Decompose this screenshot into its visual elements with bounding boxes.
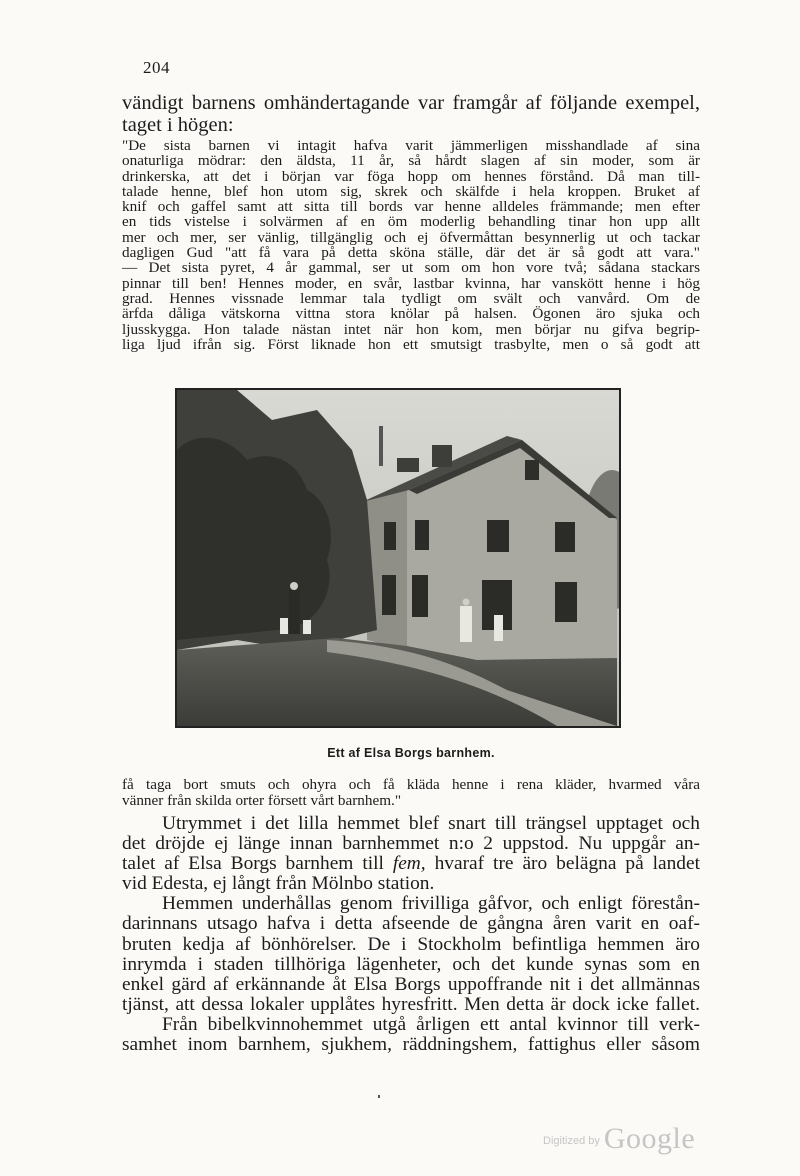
text-line: samhet inom barnhem, sjukhem, räddningshem, fattighus eller såsom: [122, 1034, 700, 1056]
text-line: Från bibelkvinnohemmet utgå årligen ett antal kvinnor till verk-: [162, 1013, 700, 1035]
watermark-prefix: Digitized by: [543, 1135, 600, 1147]
text-line: det dröjde ej länge innan barnhemmet n:o 2 uppstod. Nu uppgår an-: [122, 833, 700, 855]
text-line: Utrymmet i det lilla hemmet blef snart till trängsel upptaget och: [162, 813, 700, 834]
text-line: talade henne, blef hon utom sig, skrek och skälfde i hela kroppen. Bruket af: [122, 182, 700, 200]
text-line: bruten kedja af bönhörelser. De i Stockholm befintliga hemmen äro: [122, 933, 700, 955]
lead-paragraph: [122, 92, 700, 136]
text-line: — Det sista pyret, 4 år gammal, ser ut som om hon vore två; sådana stackars: [122, 259, 700, 277]
quoted-passage-end: [122, 777, 700, 809]
text-line: taget i högen:: [122, 114, 234, 136]
text-run: hvaraf tre äro belägna på landet: [425, 853, 700, 875]
text-line: pinnar till ben! Hennes moder, en svår, lastbar kvinna, har vanskött henne i hög: [122, 274, 700, 292]
text-line: få taga bort smuts och ohyra och få kläda henne i rena kläder, hvarmed våra: [122, 776, 700, 793]
text-line: inrymda i staden tillhöriga lägenheter, och det kunde synas som en: [122, 953, 700, 975]
text-line: dagligen Gud "att få vara på detta sköna ställe, där det är så godt att vara.": [122, 244, 700, 262]
text-line: grad. Hennes vissnade lemmar tala tydligt om svält och vanvård. Om de: [122, 289, 700, 307]
page-number: 204: [143, 58, 170, 77]
house-photo-illustration: [177, 390, 619, 726]
ink-speck: [378, 1095, 380, 1098]
text-line: "De sista barnen vi intagit hafva varit jämmerligen misshandlade af sina: [122, 137, 700, 154]
digitized-by-google-watermark: [543, 1122, 695, 1156]
text-line: vändigt barnens omhändertagande var framgår af följande exempel,: [122, 92, 700, 114]
text-line: Hemmen underhållas genom frivilliga gåfvor, och enligt förestån-: [162, 893, 700, 915]
text-line: ärfda dåliga vätskorna vittna stora knölar på halsen. Ögonen äro sjuka och: [122, 305, 700, 323]
text-line: enkel gärd af erkännande åt Elsa Borgs uppoffrande nit i det allmännas: [122, 973, 700, 995]
text-line: drinkerska, att det i början var föga hopp om hennes förstånd. Då man till-: [122, 167, 700, 185]
main-text: [122, 814, 700, 1055]
text-line: liga ljud ifrån sig. Först liknade hon ett smutsigt trasbylte, men o så godt att: [122, 335, 700, 353]
text-line: knif och gaffel samt att sitta till bords var henne alldeles främmande; men efter: [122, 198, 700, 216]
text-line: en tids vistelse i solvärmen af en öm moderlig behandling tinar hon upp allt: [122, 213, 700, 231]
text-line: vänner från skilda orter försett vårt barnhem.": [122, 792, 402, 809]
text-line: mer och mer, ser vänlig, tillgänglig och ej öfvermåttan besynnerlig ut och tackar: [122, 228, 700, 246]
text-line: ljusskygga. Hon talade nästan intet när hon kom, men börjar nu gifva begrip-: [122, 320, 700, 338]
figure-caption: Ett af Elsa Borgs barnhem.: [327, 746, 495, 760]
emphasis-word: fem,: [392, 853, 426, 875]
quoted-passage: [122, 138, 700, 352]
text-line: onaturliga mödrar: den äldsta, 11 år, så hårdt slagen af sin moder, som är: [122, 152, 700, 170]
text-line: darinnans utsago hafva i detta afseende de gångna åren varit en oaf-: [122, 913, 700, 935]
house-photograph: [175, 388, 621, 728]
google-logo: Google: [603, 1122, 696, 1155]
text-run: talet af Elsa Borgs barnhem till: [122, 853, 393, 875]
text-line: [122, 854, 700, 874]
text-line: tjänst, att dessa lokaler upplåtes hyresfritt. Men detta är dock icke fallet.: [122, 993, 700, 1015]
text-line: vid Edesta, ej långt från Mölnbo station.: [122, 873, 435, 895]
